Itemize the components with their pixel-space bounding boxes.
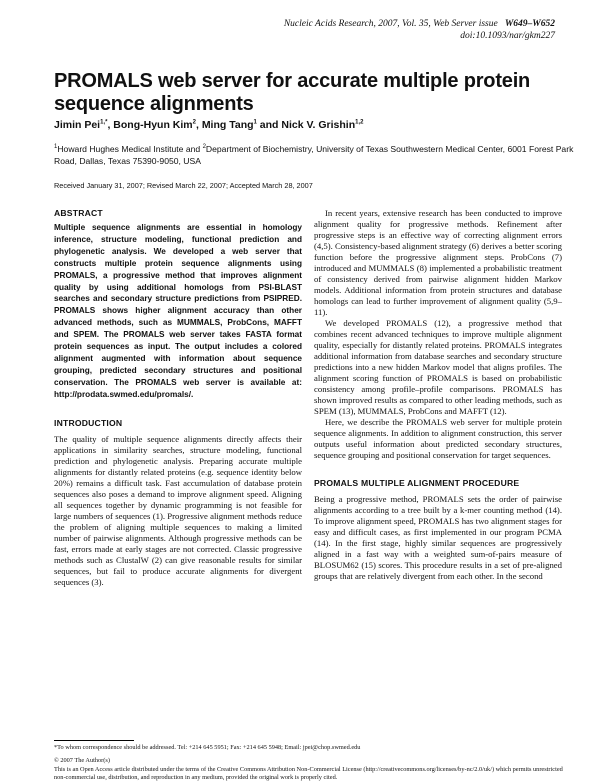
- author-affil-mark: 1: [253, 119, 257, 126]
- journal-header: [284, 18, 555, 42]
- correspondence-note: *To whom correspondence should be addressed. Tel: +214 645 5951; Fax: +214 645 5948; Email: jpei@chop.swmed.edu: [54, 744, 361, 751]
- journal-citation: Nucleic Acids Research, 2007, Vol. 35, Web Server issue: [283, 19, 498, 29]
- page-footer: [54, 744, 564, 783]
- left-column: [54, 208, 302, 588]
- submission-dates: Received January 31, 2007; Revised March 22, 2007; Accepted March 28, 2007: [54, 181, 313, 190]
- body-paragraph: We developed PROMALS (12), a progressive method that combines recent advanced techniques to improve multiple alignment quality, especially for distantly related proteins. PROMALS integrates additional information from database searches and secondary structure predictions into a new hidden Markov model that aligns profiles. The alignment scoring function of PROMALS is based on probabilistic consistency among profile–profile comparisons. PROMALS has shown improved results as compared to other leading methods, such as SPEM (13), MUMMALS, ProbCons and MAFFT (12).: [314, 318, 562, 416]
- abstract-text: Multiple sequence alignments are essential in homology inference, structure modeling, functional prediction and phylogenetic analysis. We developed a web server that constructs multiple protein sequence alignments using PROMALS, a progressive method that improves alignment quality by using additional homologs from PSI-BLAST searches and secondary structure predictions from PSIPRED. PROMALS shows higher alignment accuracy than other advanced methods, such as MUMMALS, ProbCons, MAFFT and SPEM. The PROMALS web server takes FASTA format protein sequences as input. The output includes a colored alignment augmented with information about sequence grouping, predicted secondary structures and positional conservation. The PROMALS web server is available at: http://prodata.swmed.edu/promals/.: [54, 223, 302, 399]
- author-name: Jimin Pei: [54, 119, 101, 131]
- section-heading: PROMALS MULTIPLE ALIGNMENT PROCEDURE: [314, 478, 520, 488]
- author-name: Ming Tang: [201, 119, 254, 131]
- paper-title: PROMALS web server for accurate multiple protein sequence alignments: [54, 70, 531, 115]
- introduction-heading: INTRODUCTION: [54, 417, 123, 428]
- affiliation: $^1$Howard Hughes Medical Institute and $^2$Department of Biochemistry, University of Texas Southwestern Medical Center, 6001 Forest Park Road, Dallas, Texas 75390-9050, USA: [54, 144, 574, 166]
- author-name: Bong-Hyun Kim: [113, 119, 193, 131]
- page-range: W649–W652: [504, 19, 555, 29]
- author-affil-mark: 2: [192, 119, 196, 126]
- abstract-heading: ABSTRACT: [54, 208, 103, 218]
- author-affil-mark: 1,*: [100, 119, 108, 126]
- doi: doi:10.1093/nar/gkm227: [460, 31, 555, 41]
- body-paragraph: Here, we describe the PROMALS web server for multiple protein sequence alignments. In addition to alignment construction, this server outputs useful information about predicted secondary structures, sequence grouping and positional conservation for target sequences.: [314, 417, 562, 460]
- body-paragraph: In recent years, extensive research has been conducted to improve alignment quality for progressive methods. Refinement after progressive steps is an effective way of correcting alignment errors (4,5). Consistency-based alignment strategy (6) derives a better scoring function before the progressive alignment steps. ProbCons (7) introduced and MUMMALS (8) implemented a probabilistic treatment of consistency derived from pairwise alignment hidden Markov models. Additional information from protein structures and database homologs can lead to further improvement of alignment quality (5,9–11).: [314, 208, 563, 317]
- right-column: [314, 208, 562, 582]
- author-name: Nick V. Grishin: [281, 119, 356, 131]
- author-list: Jimin Pei$^{1,*}$, Bong-Hyun Kim$^2$, Ming Tang$^1$ and Nick V. Grishin$^{1,2}$: [54, 119, 364, 131]
- footnote-divider: [54, 740, 134, 741]
- procedure-text: Being a progressive method, PROMALS sets the order of pairwise alignments according to a tree built by a k-mer counting method (14). To improve alignment speed, PROMALS has two alignment stages for easy and difficult cases, as first implemented in our program PCMA (14). In the first stage, highly similar sequences are progressively aligned in a fast way with a weighted sum-of-pairs measure of BLOSUM62 (15) scores. This procedure results in a set of pre-aligned groups that are relatively divergent from each other. In the second: [314, 494, 562, 581]
- license-text: This is an Open Access article distributed under the terms of the Creative Commons Attribution Non-Commercial License (http://creativecommons.org/licenses/by-nc/2.0/uk/) which permits unrestricted non-commercial use, distribution, and reproduction in any medium, provided the original work is properly cited.: [54, 765, 563, 782]
- copyright: © 2007 The Author(s): [54, 757, 110, 765]
- introduction-text: The quality of multiple sequence alignments directly affects their applications in similarity searches, structure modeling, functional prediction and phylogenetic analysis. Preparing accurate multiple alignments for distantly related proteins (e.g. sequence identity below 20%) remains a difficult task. Fast accumulation of database protein sequences also poses a demand to improve alignment speed. Aligning all sequences together by dynamic programming is not feasible for large numbers of sequences (1). Progressive alignment methods reduce the problem of aligning multiple sequences to making a limited number of pairwise alignments. Although progressive methods can be fast, errors made at early stages are not corrected. Classic progressive methods such as ClustalW (2) can give reasonable results for similar sequences, but fail to produce accurate alignments for divergent sequences (3).: [54, 433, 302, 587]
- author-affil-mark: 1,2: [355, 119, 364, 126]
